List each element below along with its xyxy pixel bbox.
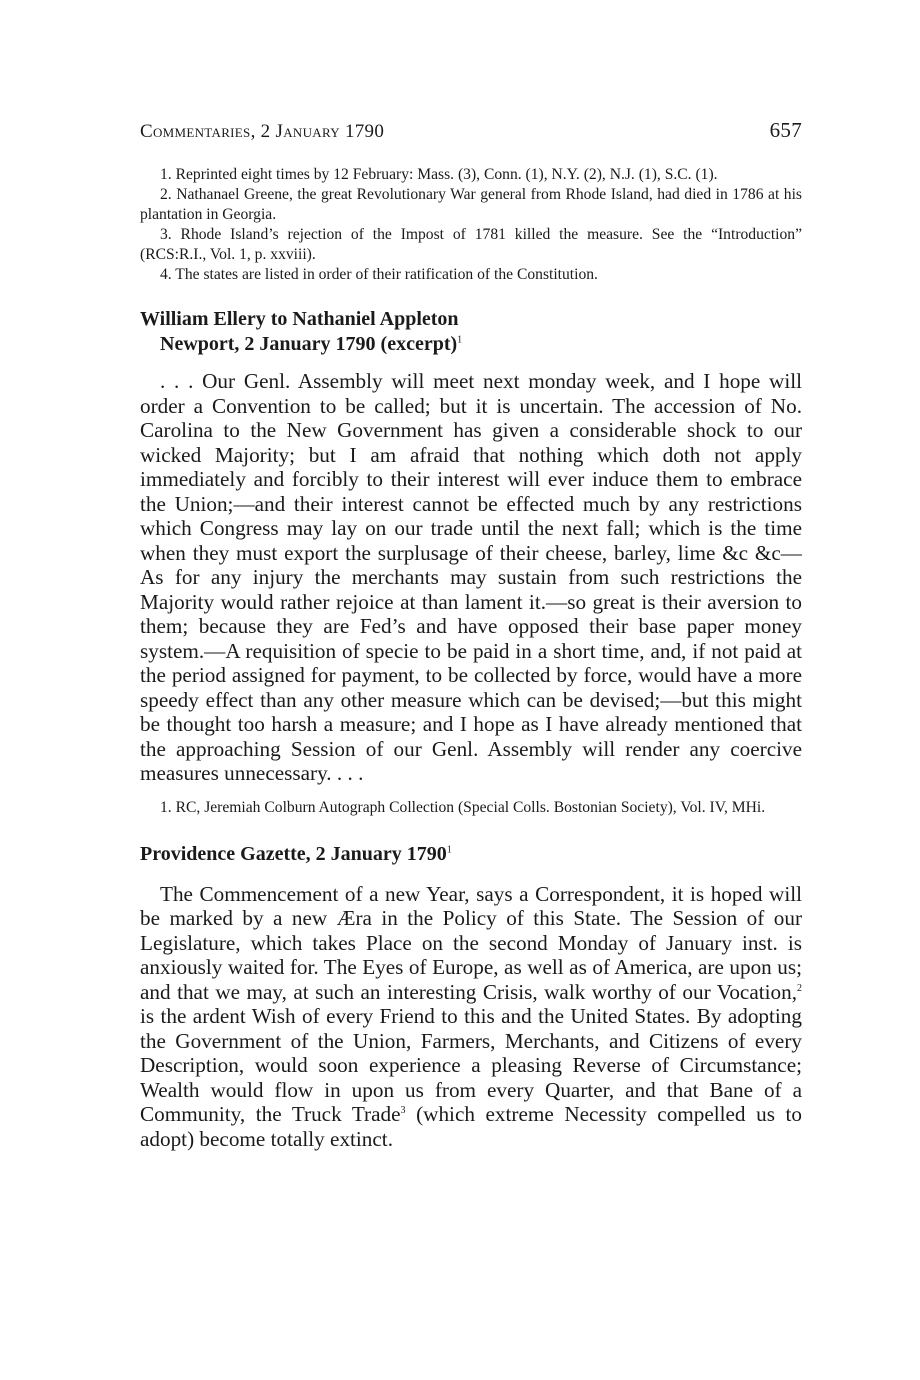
footnote: 3. Rhode Island’s rejection of the Impost of 1781 killed the measure. See the “Introduction” (RCS:R.I., Vol. 1, p. xxviii). <box>140 226 802 263</box>
running-head <box>140 118 802 143</box>
gazette-text-part: (which extreme Necessity compelled us to adopt) become totally extinct. <box>140 1102 803 1151</box>
page-number: 657 <box>769 118 802 142</box>
document-page <box>140 118 802 1151</box>
gazette-heading-text: Providence Gazette, 2 January 1790 <box>140 842 447 865</box>
gazette-text-part: The Commencement of a new Year, says a Correspondent, it is hoped will be marked by a new Æra in the Policy of this State. The Session of our Legislature, which takes Place on the second Monday of January inst. is anxiously waited for. The Eyes of Europe, as well as of America, are upon us; and that we may, at such an interesting Crisis, walk worthy of our Vocation, <box>140 881 802 1004</box>
gazette-heading-title <box>140 842 802 867</box>
footnote-marker: 2 <box>797 982 802 994</box>
footnote: 1. Reprinted eight times by 12 February: Mass. (3), Conn. (1), N.Y. (2), N.J. (1), S.C. (1). <box>160 166 718 183</box>
footnote: 1. RC, Jeremiah Colburn Autograph Collection (Special Colls. Bostonian Society), Vol. IV, MHi. <box>160 798 766 816</box>
letter-heading-place-date: Newport, 2 January 1790 (excerpt) <box>160 333 458 355</box>
letter-heading-line1 <box>140 307 802 332</box>
letter-text: . . . Our Genl. Assembly will meet next monday week, and I hope will order a Convention to be called; but it is uncertain. The accession of No. Carolina to the New Government has given a considerable shock to our wicked Majority; but I am afraid that nothing which doth not apply immediately and forcibly to their interest will ever induce them to embrace the Union;—and their interest cannot be effected much by any restrictions which Congress may lay on our trade until the next fall; which is the time when they must export the surplusage of their cheese, barley, lime &c &c—As for any injury the merchants may sustain from such restrictions the Majority would rather rejoice at than lament it.—so great is their aversion to them; because they are Fed’s and have opposed their base paper money system.—A requisition of specie to be paid in a short time, and, if not paid at the period assigned for payment, to be collected by force, would have a more speedy effect than any other measure which can be devised;—but this might be thought too harsh a measure; and I hope as I have already mentioned that the approaching Session of our Genl. Assembly will render any coercive measures unnecessary. . . . <box>140 369 802 785</box>
footnote-marker: 1 <box>446 843 452 855</box>
running-head-title: Commentaries, 2 January 1790 <box>140 121 385 142</box>
footnote-marker: 1 <box>457 334 463 346</box>
gazette-heading <box>140 842 802 867</box>
footnote: 2. Nathanael Greene, the great Revolutionary War general from Rhode Island, had died in 1786 at his plantation in Georgia. <box>140 186 802 223</box>
letter-heading-line2 <box>140 332 802 357</box>
letter-footnotes <box>140 798 802 818</box>
footnote-marker: 3 <box>400 1104 406 1116</box>
preceding-footnotes <box>140 165 802 285</box>
footnote: 4. The states are listed in order of their ratification of the Constitution. <box>160 266 598 283</box>
gazette-text <box>140 882 802 1152</box>
letter-heading <box>140 307 802 357</box>
gazette-text-part: is the ardent Wish of every Friend to this and the United States. By adopting the Government of the Union, Farmers, Merchants, and Citizens of every Description, would soon experience a pleasing Reverse of Circumstance; Wealth would flow in upon us from every Quarter, and that Bane of a Community, the Truck Trade <box>140 1004 802 1126</box>
letter-heading-author: William Ellery to Nathaniel Appleton <box>140 308 459 330</box>
